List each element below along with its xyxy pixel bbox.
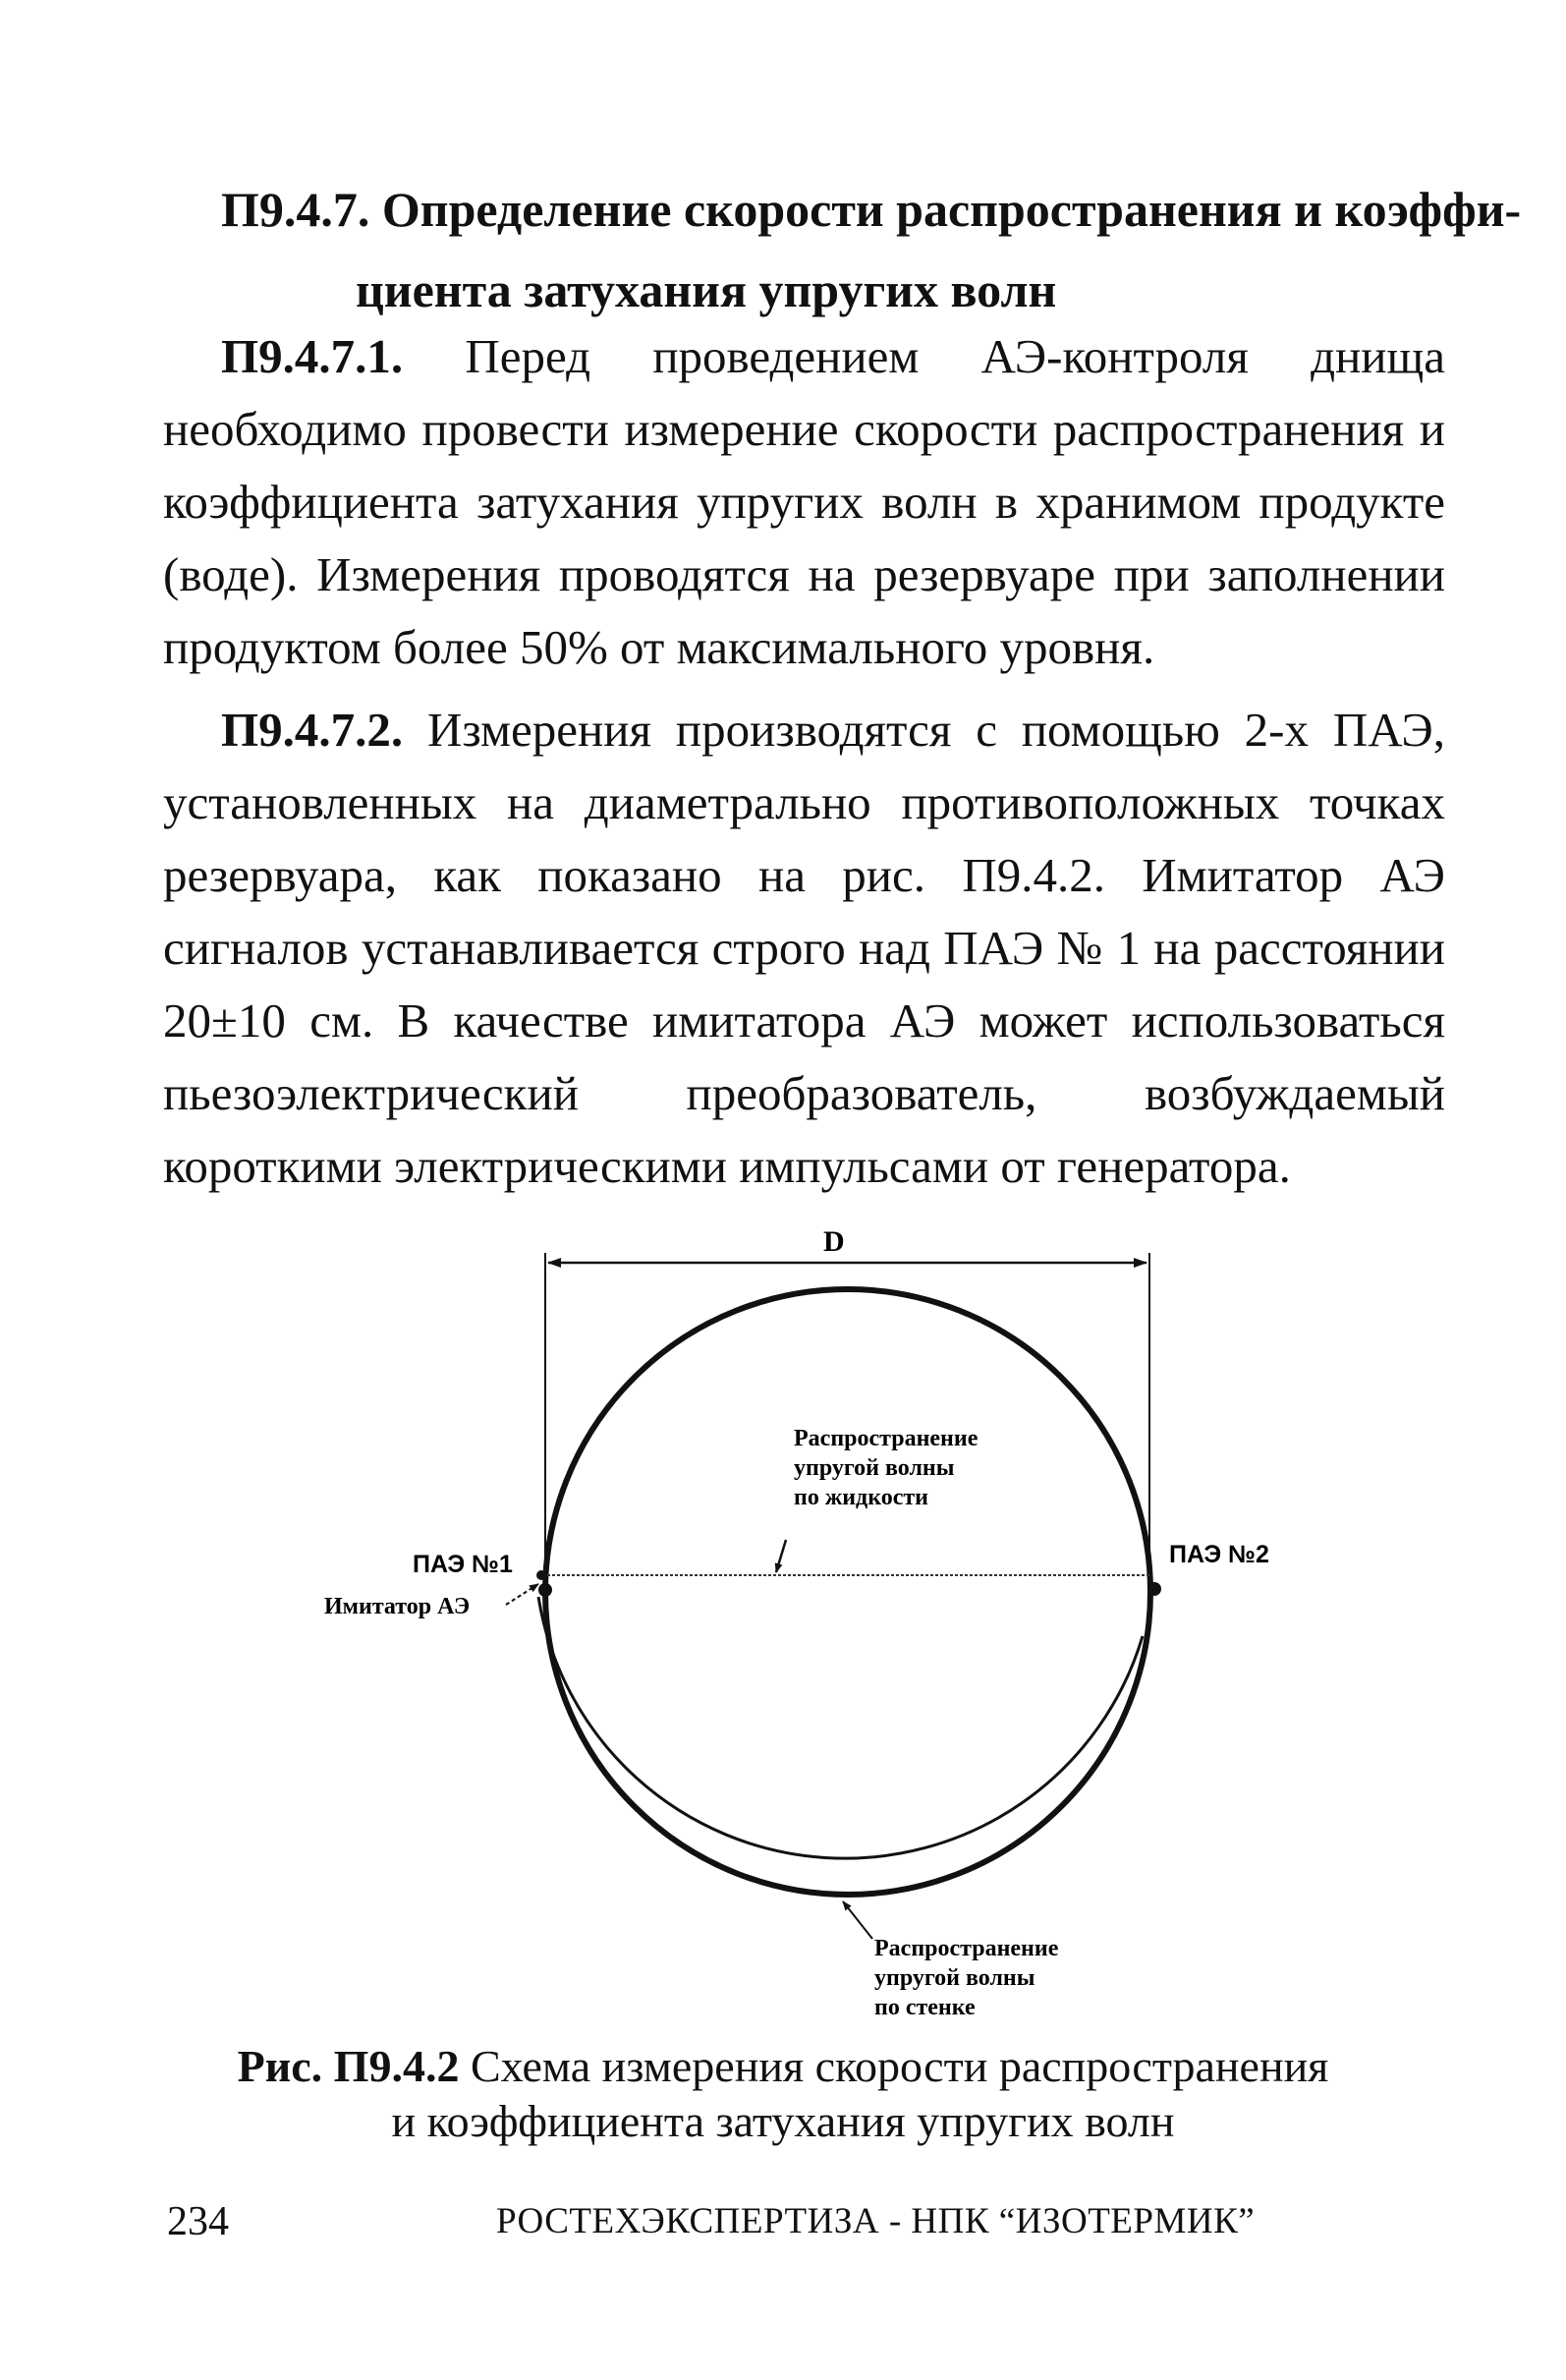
caption-line-1 — [0, 2039, 1566, 2094]
paragraph-text: Перед проведением АЭ-контроля днища необходимо провести измерение скорости распространения и коэффициента затухания упругих волн в хранимом продукте (воде). Измерения проводятся на резервуаре при заполнении продуктом более 50% от максимального уровня. — [163, 329, 1445, 674]
caption-number: Рис. П9.4.2 — [237, 2041, 460, 2091]
paragraph-text: Измерения производятся с помощью 2-х ПАЭ, установленных на диаметрально противоположных точках резервуара, как показано на рис. П9.4.2. Имитатор АЭ сигналов устанавливается строго над ПАЭ № 1 на расстоянии 20±10 см. В качестве имитатора АЭ может использоваться пьезоэлектрический преобразователь, возбуждаемый короткими электрическими импульсами от генератора. — [163, 703, 1446, 1193]
dimension-label: D — [823, 1225, 845, 1258]
wall-label-3: по стенке — [874, 1995, 976, 2020]
paragraph-number: П9.4.7.1. — [221, 329, 404, 383]
sensor-2-marker — [1147, 1582, 1161, 1596]
sensor-2-label: ПАЭ №2 — [1169, 1541, 1269, 1568]
tank-outline — [545, 1289, 1150, 1895]
paragraph-9-4-7-2 — [163, 694, 1445, 1203]
caption-line-2: и коэффициента затухания упругих волн — [391, 2096, 1175, 2146]
simulator-pointer — [506, 1584, 538, 1605]
simulator-label: Имитатор АЭ — [324, 1594, 471, 1619]
liquid-label-2: упругой волны — [794, 1455, 955, 1481]
wall-pointer — [843, 1901, 872, 1939]
paragraph-number: П9.4.7.2. — [221, 703, 404, 757]
simulator-marker — [536, 1570, 546, 1580]
wall-label-1: Распространение — [874, 1936, 1059, 1961]
sensor-1-marker — [538, 1583, 552, 1597]
page-number: 234 — [167, 2199, 229, 2244]
figure-caption — [0, 2039, 1566, 2149]
wall-label-2: упругой волны — [874, 1965, 1035, 1991]
paragraph-9-4-7-1 — [163, 320, 1445, 684]
heading-line-1: П9.4.7. Определение скорости распространения и коэффи- — [221, 182, 1522, 237]
liquid-label-3: по жидкости — [794, 1485, 928, 1510]
heading-line-2: циента затухания упругих волн — [356, 262, 1057, 317]
measurement-diagram — [0, 1223, 1566, 2039]
liquid-label-1: Распространение — [794, 1426, 979, 1451]
liquid-pointer — [776, 1540, 786, 1572]
sensor-1-label: ПАЭ №1 — [413, 1551, 513, 1578]
caption-text-1: Схема измерения скорости распространения — [470, 2041, 1329, 2091]
publisher-footer: РОСТЕХЭКСПЕРТИЗА - НПК “ИЗОТЕРМИК” — [496, 2201, 1256, 2241]
